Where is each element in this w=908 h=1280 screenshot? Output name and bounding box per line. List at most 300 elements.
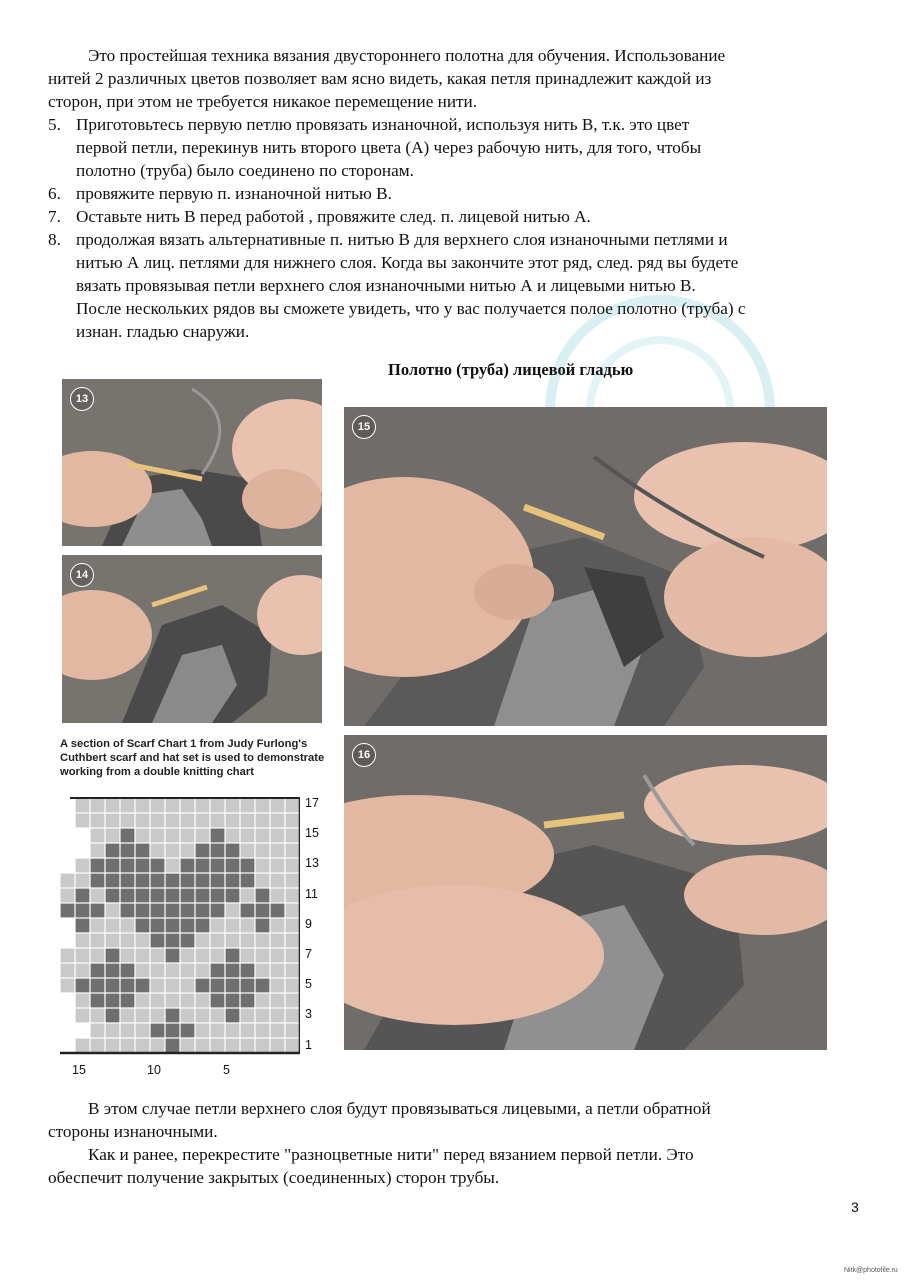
chart-cell [91, 919, 105, 933]
chart-cell [121, 1024, 135, 1038]
closing-line: стороны изнаночными. [48, 1122, 218, 1141]
chart-cell [181, 814, 195, 828]
chart-cell [121, 949, 135, 963]
chart-cell [136, 1009, 150, 1023]
chart-cell [271, 889, 285, 903]
chart-cell [286, 919, 300, 933]
chart-cell [211, 934, 225, 948]
chart-cell [106, 1024, 120, 1038]
chart-cell [286, 874, 300, 888]
chart-cell [196, 919, 210, 933]
chart-cell [91, 964, 105, 978]
chart-cell [256, 934, 270, 948]
chart-cell [166, 829, 180, 843]
photo-number-badge: 16 [352, 743, 376, 767]
step-text [76, 228, 746, 343]
chart-cell [166, 949, 180, 963]
chart-cell [196, 964, 210, 978]
chart-cell [211, 964, 225, 978]
chart-caption [60, 737, 330, 779]
chart-cell [91, 859, 105, 873]
chart-cell [211, 859, 225, 873]
chart-cell [211, 1024, 225, 1038]
chart-cell [286, 859, 300, 873]
chart-cell [241, 1024, 255, 1038]
chart-row-label: 5 [305, 977, 312, 991]
chart-cell [166, 994, 180, 1008]
chart-cell [181, 964, 195, 978]
step-line: провяжите первую п. изнаночной нитью В. [76, 184, 392, 203]
chart-cell [151, 799, 165, 813]
chart-cell [196, 904, 210, 918]
chart-cell [196, 934, 210, 948]
chart-cell [256, 1039, 270, 1053]
photo-number-badge: 15 [352, 415, 376, 439]
chart-cell [106, 859, 120, 873]
section-title: Полотно (труба) лицевой гладью [388, 360, 634, 379]
chart-cell [121, 904, 135, 918]
chart-cell [166, 964, 180, 978]
chart-cell [196, 799, 210, 813]
chart-cell [106, 1039, 120, 1053]
closing-line: Как и ранее, перекрестите "разноцветные нити" перед вязанием первой петли. Это [88, 1145, 694, 1164]
chart-cell [226, 1024, 240, 1038]
chart-cell [241, 799, 255, 813]
chart-cell [166, 859, 180, 873]
chart-cell [226, 859, 240, 873]
chart-cell [211, 979, 225, 993]
chart-cell [241, 874, 255, 888]
chart-cell [241, 859, 255, 873]
chart-cell [181, 844, 195, 858]
chart-cell [91, 1039, 105, 1053]
closing-line: обеспечит получение закрытых (соединенных) сторон трубы. [48, 1168, 500, 1187]
chart-cell [226, 949, 240, 963]
chart-cell [271, 904, 285, 918]
chart-cell [91, 1024, 105, 1038]
chart-cell [181, 889, 195, 903]
chart-cell [151, 889, 165, 903]
chart-cell [226, 844, 240, 858]
chart-cell [196, 859, 210, 873]
chart-cell [151, 859, 165, 873]
chart-cell [91, 949, 105, 963]
chart-cell [106, 979, 120, 993]
chart-cell [151, 994, 165, 1008]
chart-cell [196, 1039, 210, 1053]
chart-cell [211, 814, 225, 828]
chart-cell [106, 919, 120, 933]
chart-cell [226, 874, 240, 888]
chart-cell [181, 799, 195, 813]
chart-cell [241, 949, 255, 963]
step-line: полотно (труба) было соединено по сторонам. [76, 161, 414, 180]
knitting-photo-13 [62, 379, 322, 546]
step-number: 6. [48, 184, 61, 203]
chart-cell [271, 799, 285, 813]
chart-cell [121, 964, 135, 978]
photo-number-badge: 13 [70, 387, 94, 411]
chart-cell [136, 859, 150, 873]
chart-cell [166, 934, 180, 948]
chart-cell [121, 874, 135, 888]
chart-cell [211, 829, 225, 843]
photo-number-badge: 14 [70, 563, 94, 587]
chart-cell [106, 799, 120, 813]
knitting-chart-grid [50, 796, 300, 1058]
double-knitting-chart [50, 796, 300, 1063]
chart-cell [286, 814, 300, 828]
chart-cell [151, 829, 165, 843]
closing-paragraph-2 [48, 1143, 694, 1189]
chart-cell [166, 874, 180, 888]
chart-cell [121, 934, 135, 948]
chart-cell [181, 904, 195, 918]
intro-paragraph [48, 44, 725, 113]
chart-cell [286, 994, 300, 1008]
chart-cell [271, 1039, 285, 1053]
chart-cell [151, 979, 165, 993]
chart-cell [241, 979, 255, 993]
chart-cell [121, 1009, 135, 1023]
chart-cell [91, 979, 105, 993]
chart-cell [241, 994, 255, 1008]
chart-cell [196, 844, 210, 858]
chart-cell [76, 814, 90, 828]
chart-cell [166, 1009, 180, 1023]
chart-cell [121, 829, 135, 843]
step-text [76, 205, 591, 228]
chart-row-label: 1 [305, 1038, 312, 1052]
chart-cell [91, 934, 105, 948]
chart-cell [151, 949, 165, 963]
chart-cell [91, 889, 105, 903]
chart-cell [166, 814, 180, 828]
chart-cell [166, 979, 180, 993]
chart-cell [241, 889, 255, 903]
chart-column-label: 15 [72, 1063, 86, 1077]
chart-cell [76, 904, 90, 918]
chart-cell [151, 874, 165, 888]
chart-cell [271, 964, 285, 978]
watermark-text: Nitk@photofile.ru [844, 1267, 898, 1274]
chart-cell [211, 844, 225, 858]
knitting-photo-15 [344, 407, 827, 726]
chart-cell [271, 979, 285, 993]
chart-cell [226, 919, 240, 933]
chart-cell [286, 934, 300, 948]
chart-cell [166, 904, 180, 918]
chart-cell [166, 1024, 180, 1038]
chart-cell [151, 1039, 165, 1053]
chart-cell [256, 844, 270, 858]
chart-cell [76, 964, 90, 978]
chart-cell [211, 889, 225, 903]
chart-cell [76, 799, 90, 813]
chart-cell [136, 949, 150, 963]
step-line: нитью А лиц. петлями для нижнего слоя. Когда вы закончите этот ряд, след. ряд вы будете [76, 253, 739, 272]
chart-cell [106, 934, 120, 948]
chart-cell [256, 994, 270, 1008]
step-line: первой петли, перекинув нить второго цвета (А) через рабочую нить, для того, чтобы [76, 138, 702, 157]
chart-cell [136, 874, 150, 888]
step-line: После нескольких рядов вы сможете увидеть, что у вас получается полое полотно (труба) с [76, 299, 746, 318]
chart-cell [226, 904, 240, 918]
chart-cell [151, 814, 165, 828]
chart-cell [256, 964, 270, 978]
chart-cell [271, 919, 285, 933]
chart-cell [226, 979, 240, 993]
chart-cell [91, 874, 105, 888]
chart-cell [211, 949, 225, 963]
chart-row-label: 7 [305, 947, 312, 961]
step-text [76, 113, 701, 182]
step-line: продолжая вязать альтернативные п. нитью В для верхнего слоя изнаночными петлями и [76, 230, 728, 249]
chart-cell [211, 994, 225, 1008]
chart-cell [271, 934, 285, 948]
chart-cell [226, 1009, 240, 1023]
chart-cell [151, 964, 165, 978]
chart-cell [151, 934, 165, 948]
chart-caption-line: A section of Scarf Chart 1 from Judy Furlong's [60, 738, 308, 750]
knitting-photo-16 [344, 735, 827, 1050]
chart-cell [61, 889, 75, 903]
chart-cell [181, 829, 195, 843]
chart-cell [271, 1009, 285, 1023]
chart-cell [226, 964, 240, 978]
chart-cell [91, 994, 105, 1008]
chart-cell [271, 874, 285, 888]
chart-cell [106, 994, 120, 1008]
chart-cell [196, 979, 210, 993]
chart-row-label: 13 [305, 856, 319, 870]
chart-cell [61, 964, 75, 978]
chart-row-label: 3 [305, 1007, 312, 1021]
chart-cell [196, 1024, 210, 1038]
chart-cell [271, 949, 285, 963]
chart-column-label: 10 [147, 1063, 161, 1077]
chart-cell [256, 859, 270, 873]
chart-cell [61, 874, 75, 888]
closing-line: В этом случае петли верхнего слоя будут провязываться лицевыми, а петли обратной [88, 1099, 711, 1118]
chart-cell [241, 919, 255, 933]
chart-cell [271, 994, 285, 1008]
chart-cell [151, 919, 165, 933]
chart-cell [76, 994, 90, 1008]
chart-cell [211, 1009, 225, 1023]
chart-cell [136, 979, 150, 993]
chart-cell [196, 994, 210, 1008]
chart-cell [136, 844, 150, 858]
chart-cell [286, 829, 300, 843]
chart-cell [271, 814, 285, 828]
chart-cell [166, 799, 180, 813]
chart-cell [136, 1024, 150, 1038]
chart-cell [121, 889, 135, 903]
chart-cell [226, 814, 240, 828]
chart-cell [151, 1009, 165, 1023]
chart-cell [286, 949, 300, 963]
chart-cell [181, 1024, 195, 1038]
chart-cell [91, 799, 105, 813]
chart-cell [151, 1024, 165, 1038]
chart-cell [91, 844, 105, 858]
chart-row-label: 9 [305, 917, 312, 931]
chart-cell [256, 889, 270, 903]
chart-cell [196, 814, 210, 828]
chart-cell [121, 799, 135, 813]
chart-cell [211, 874, 225, 888]
chart-cell [181, 919, 195, 933]
chart-cell [226, 1039, 240, 1053]
chart-cell [256, 1009, 270, 1023]
chart-cell [211, 799, 225, 813]
chart-cell [256, 949, 270, 963]
step-number: 5. [48, 115, 61, 134]
chart-cell [166, 889, 180, 903]
chart-cell [121, 919, 135, 933]
chart-cell [61, 949, 75, 963]
chart-cell [181, 994, 195, 1008]
closing-paragraph-1 [48, 1097, 711, 1143]
step-number: 8. [48, 230, 61, 249]
chart-cell [76, 1009, 90, 1023]
chart-cell [121, 859, 135, 873]
chart-cell [226, 799, 240, 813]
chart-cell [106, 904, 120, 918]
chart-cell [76, 934, 90, 948]
chart-cell [91, 1009, 105, 1023]
chart-row-label: 11 [305, 887, 318, 901]
chart-cell [271, 1024, 285, 1038]
chart-cell [151, 844, 165, 858]
chart-cell [241, 904, 255, 918]
chart-cell [241, 844, 255, 858]
chart-cell [286, 1039, 300, 1053]
intro-line: Это простейшая техника вязания двустороннего полотна для обучения. Использование [88, 46, 726, 65]
chart-cell [166, 1039, 180, 1053]
chart-cell [136, 799, 150, 813]
chart-cell [121, 994, 135, 1008]
chart-cell [121, 979, 135, 993]
step-line: Оставьте нить В перед работой , провяжите след. п. лицевой нитью А. [76, 207, 591, 226]
chart-cell [76, 949, 90, 963]
chart-cell [121, 844, 135, 858]
chart-cell [76, 1039, 90, 1053]
chart-cell [181, 979, 195, 993]
chart-cell [181, 1009, 195, 1023]
chart-cell [271, 829, 285, 843]
chart-cell [196, 1009, 210, 1023]
chart-caption-line: Cuthbert scarf and hat set is used to demonstrate [60, 752, 325, 764]
chart-cell [226, 994, 240, 1008]
chart-cell [91, 829, 105, 843]
chart-cell [166, 844, 180, 858]
chart-cell [136, 889, 150, 903]
chart-cell [121, 1039, 135, 1053]
step-text [76, 182, 392, 205]
chart-cell [196, 829, 210, 843]
knitting-photo-14 [62, 555, 322, 723]
chart-cell [286, 1024, 300, 1038]
chart-cell [181, 859, 195, 873]
chart-cell [76, 919, 90, 933]
chart-cell [256, 814, 270, 828]
step-line: вязать провязывая петли верхнего слоя изнаночными нитью А и лицевыми нитью В. [76, 276, 696, 295]
step-line: изнан. гладью снаружи. [76, 322, 250, 341]
chart-cell [241, 964, 255, 978]
chart-cell [241, 1009, 255, 1023]
step-line: Приготовьтесь первую петлю провязать изнаночной, используя нить В, т.к. это цвет [76, 115, 690, 134]
chart-cell [211, 1039, 225, 1053]
chart-cell [76, 889, 90, 903]
chart-cell [286, 889, 300, 903]
chart-cell [121, 814, 135, 828]
chart-cell [226, 934, 240, 948]
chart-cell [226, 829, 240, 843]
chart-cell [136, 904, 150, 918]
chart-cell [151, 904, 165, 918]
chart-cell [61, 979, 75, 993]
chart-cell [196, 874, 210, 888]
chart-cell [136, 1039, 150, 1053]
chart-cell [76, 874, 90, 888]
chart-cell [181, 1039, 195, 1053]
chart-cell [256, 919, 270, 933]
chart-cell [256, 1024, 270, 1038]
chart-cell [136, 814, 150, 828]
chart-cell [256, 979, 270, 993]
chart-row-label: 17 [305, 796, 319, 810]
chart-cell [106, 874, 120, 888]
chart-cell [241, 814, 255, 828]
chart-cell [136, 934, 150, 948]
chart-cell [286, 979, 300, 993]
chart-cell [286, 964, 300, 978]
chart-cell [106, 829, 120, 843]
chart-cell [136, 994, 150, 1008]
chart-cell [211, 904, 225, 918]
chart-cell [286, 799, 300, 813]
chart-cell [91, 814, 105, 828]
chart-cell [241, 829, 255, 843]
chart-cell [181, 949, 195, 963]
chart-cell [106, 949, 120, 963]
chart-cell [106, 814, 120, 828]
chart-cell [256, 829, 270, 843]
chart-cell [136, 829, 150, 843]
chart-cell [106, 889, 120, 903]
page-number: 3 [851, 1199, 859, 1215]
step-number: 7. [48, 207, 61, 226]
chart-cell [196, 889, 210, 903]
chart-cell [271, 844, 285, 858]
chart-cell [106, 1009, 120, 1023]
chart-cell [286, 844, 300, 858]
chart-column-label: 5 [223, 1063, 230, 1077]
chart-cell [136, 964, 150, 978]
chart-cell [181, 934, 195, 948]
chart-cell [196, 949, 210, 963]
chart-caption-line: working from a double knitting chart [60, 766, 254, 778]
chart-cell [286, 904, 300, 918]
chart-cell [76, 859, 90, 873]
chart-row-label: 15 [305, 826, 319, 840]
chart-cell [286, 1009, 300, 1023]
chart-cell [241, 934, 255, 948]
chart-cell [181, 874, 195, 888]
chart-cell [61, 904, 75, 918]
